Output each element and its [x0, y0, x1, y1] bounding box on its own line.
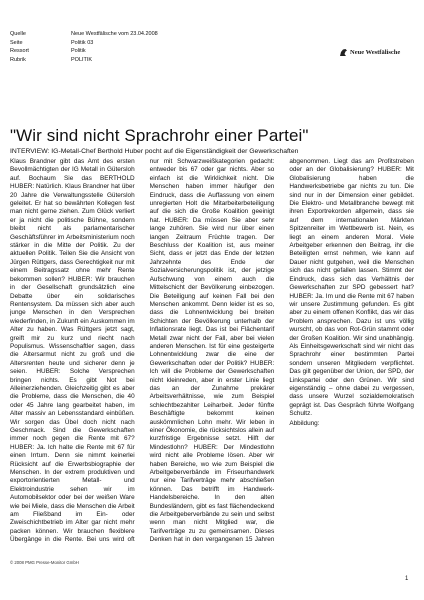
meta-value: POLITIK	[71, 56, 93, 63]
meta-row	[10, 56, 158, 65]
copyright-notice: © 2008 PMG Presse-Monitor GmbH	[10, 560, 79, 565]
article-body	[10, 158, 414, 553]
meta-value: Politik	[71, 48, 86, 54]
article-text: Klaus Brandner gibt das Amt des ersten Bevollmächtigten der IG Metall in Gütersloh auf. Bochaum Sie das BERTHOLD HUBER: Natürlich. Klaus Brandner hat über 20 Jahre die Verwaltungsstelle Gütersloh geleitet. Er hat so bewährten Kollegen fest man nicht gerne ziehen. Zum Glück verliert er ja nicht die politische Bühne, sondern bleibt nicht als parlamentarischer Geschäftsführer im Arbeitsministerium noch stärker in die Mitte der Politik. Zu der aktuellen Politik. Teilen Sie die Ansicht von Jürgen Rüttgers, dass Gerechtigkeit nur mit einem Beitragssatz ohne mehr Rente bekommen sollen? HUBER: Wir brauchen in der Gesellschaft grundsätzlich eine Debatte über ein solidarisches Rentensystem. Da müssen sich aber auch junge Menschen in den Versprechen wiederfinden, in Zukunft ein Auskommen im Alter zu haben. Was Rüttgers jetzt sagt, greift mir zu kurz und riecht nach Populismus. Wissenschaftler sagen, dass die Altersarmut nicht zu groß und die Altersrenten heute und sicherer denn je seien. HUBER: Solche Versprechen bringen nichts. Es gibt Not bei Alleinerziehenden. Gleichzeitig gibt es aber die Probleme, dass die Menschen, die 40 oder 45 Jahre lang gearbeitet haben, im Alter massiv an Lebensstandard einbüßen. Wir sorgen das Übel doch nicht nach Geschmack. Sind die Gewerkschaften immer noch gegen die Rente mit 67? HUBER: Ja. Ich halte die Rente mit 67 für einen Irrtum. Denn sie nimmt keinerlei Rücksicht auf die Erwerbsbiographie der Menschen. In der extrem produktiven und exportorientierten Metall- und Elektroindustrie sehen wir im Automobilsektor oder bei der weißen Ware wie bei Miele, dass die Menschen die Arbeit am Fließband im Ein- oder Zweischichtbetrieb im Alter gar nicht mehr packen können. Wir brauchen flexiblere Übergänge in die Rente. Bei uns wird oft nur mit Schwarzweißkategorien gedacht: entweder bis 67 oder gar nichts. Aber so einfach ist die Wirklichkeit nicht. Die Menschen haben immer häufiger den Eindruck, dass die Auffassung von einem unregierten Holt die Mitarbeiterbeteiligung auf die sich die Große Koalition geeinigt hat. HUBER: Da müssen Sie aber sehr lange zuhören. Sie wird nur über einen langen Zeitraum Früchte tragen. Der Beschluss der Koalition ist, aus meiner Sicht, dass er jetzt das Ende der letzten Jahrzehnte des Ende der Sozialversicherungspolitik ist, der jetzige Aufschwung von einem auch die Mittelschicht der Bevölkerung einbezogen. Die Beteiligung auf keinen Fall bei den Menschen ankommt. Denn leider ist es so, dass die Lohnentwicklung bei breiten Schichten der Bevölkerung unterhalb der Inflationsrate liegt. Das ist bei Flächentarif Metall zwar nicht der Fall, aber bei vielen anderen Menschen. Ist für eine gesteigerte Lohnentwicklung zwar die eine der Gewerkschaften oder der Politik? HUBER: Ich will die Probleme der Gewerkschaften nicht kleinreden, aber in erster Linie liegt das an der Zunahme prekärer Arbeitsverhältnisse, wie zum Beispiel schlechtbezahlter Leiharbeit. Jeder fünfte Beschäftigte bekommt keinen auskömmlichen Lohn mehr. Wir leben in einer Ökonomie, die rücksichtslos allein auf kurzfristige Ergebnisse setzt. Hilft der Mindestlohn? HUBER: Der Mindestlohn wird nicht alle Probleme lösen. Aber wir haben Bereiche, wo wie zum Beispiel die Arbeitgeberverbände im Friseurhandwerk nur eine Tarifverträge mehr abschließen können. Das betrifft im Handwerk-Handelsbereiche. In den alten Bundesländern, gibt es fast flächendeckend die Arbeitgeberverbände zu sein und selbst wenn man nicht Mitglied war, die Tarifverträge zu zu gemeinsamen. Dieses Denken hat in den vergangenen 15 Jahren abgenommen. Liegt das am Profitstreben oder an der Globalisierung? HUBER: Mit Globalisierung haben die Handwerksbetriebe gar nichts zu tun. Die sind nur in der Dimension einer gebildet. Die Elektro- und Metallbranche bewegt mit ihren Exportrekorden allgemein, dass sie auf dem internationalen Märkten Spitzenreiter im Wettbewerb ist. Nein, es liegt an einem anderen Moral. Viele Arbeitgeber erkennen den Beitrag, ihr die Beteiligten ernst nehmen, wie kann auf Dauer nicht gutgehen, weil die Menschen sich das nicht gefallen lassen. Stimmt der Eindruck, dass sich das Verhältnis der Gewerkschaften zur SPD gebessert hat? HUBER: Ja. Im und die Rente mit 67 haben wir unsere Zustimmung gefunden. Es gibt aber zu einem offenen Konflikt, das wir das Problem ansprechen. Dazu ist uns völlig wurscht, ob das von Rot-Grün stammt oder der Großen Koalition. Wir sind unabhängig. Als Einheitsgewerkschaft sind wir nicht das Sprachrohr einer bestimmten Partei sondern unseren Mitgliedern verpflichtet. Das gilt gegenüber der Union, der SPD, der Linkspartei oder den Grünen. Wir sind eigenständig – ohne dabei zu vergessen, dass unsere Wurzel sozialdemokratisch geprägt ist. Das Gespräch führte Wolfgang Schultz.	[10, 158, 414, 544]
meta-value: Neue Westfälische vom 23.04.2008	[71, 31, 158, 37]
article-headline: "Wir sind nicht Sprachrohr einer Partei"	[10, 126, 309, 145]
meta-label: Rubrik	[10, 56, 26, 63]
meta-label: Seite	[10, 39, 23, 46]
meta-label: Quelle	[10, 31, 26, 37]
meta-value: Politik 03	[71, 39, 94, 46]
meta-label: Ressort	[10, 48, 29, 54]
logo-text: Neue Westfälische	[350, 49, 401, 56]
article-caption-label: Abbildung:	[289, 419, 320, 427]
horse-emblem-icon	[339, 48, 348, 57]
article-subhead: INTERVIEW: IG-Metall-Chef Berthold Huber pocht auf die Eigenständigkeit der Gewerkschaften	[10, 148, 299, 155]
source-meta	[10, 30, 158, 64]
meta-row	[10, 30, 158, 39]
newspaper-logo	[339, 48, 400, 57]
page-number: 1	[405, 576, 409, 582]
meta-row	[10, 47, 158, 56]
meta-row	[10, 39, 158, 48]
